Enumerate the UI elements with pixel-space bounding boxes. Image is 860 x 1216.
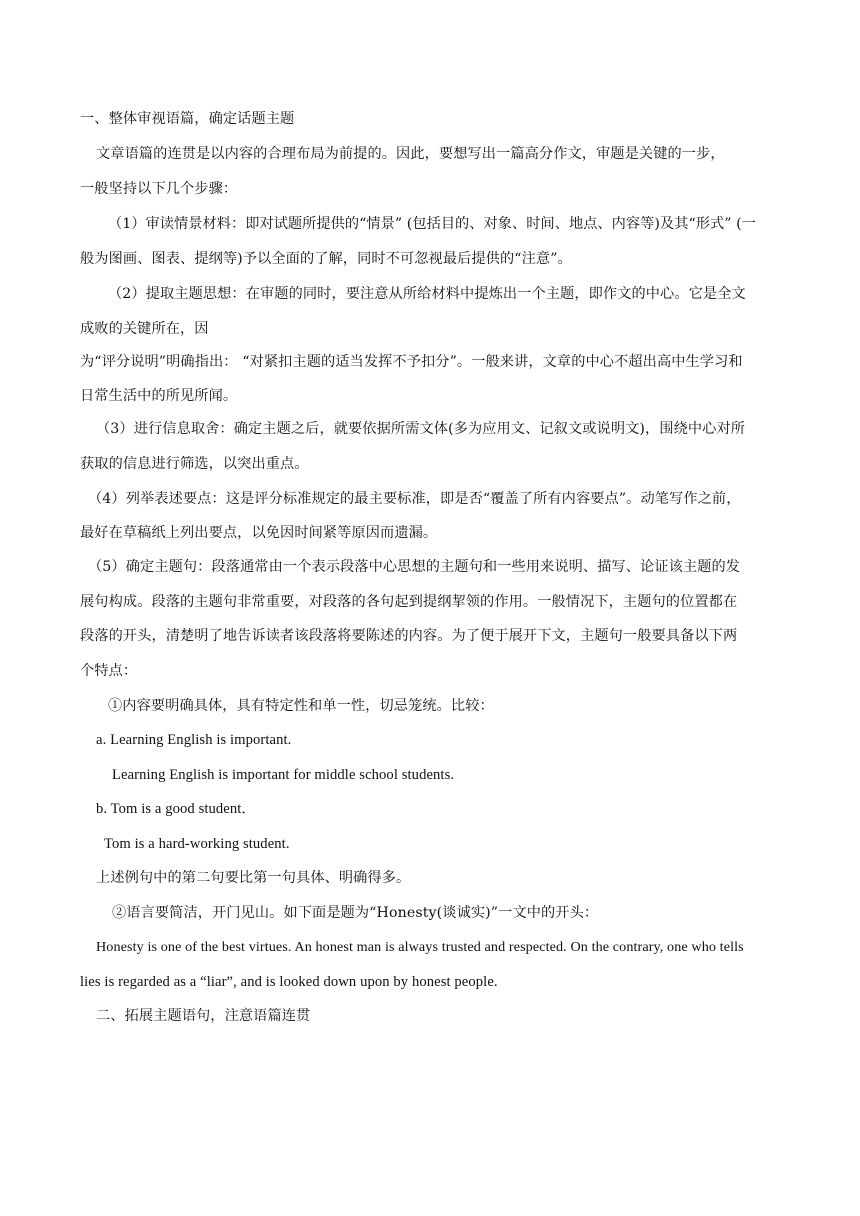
section-heading-2: 二、拓展主题语句，注意语篇连贯	[96, 1008, 311, 1024]
example-b-sentence-1: b. Tom is a good student．	[96, 801, 257, 817]
feature-1-heading: ①内容要明确具体，具有特定性和单一性，切忌笼统。比较：	[108, 698, 494, 714]
step-2-line-1: （2）提取主题思想：在审题的同时，要注意从所给材料中提炼出一个主题，即作文的中心。它是全文	[108, 286, 746, 302]
paragraph-intro-line-1: 文章语篇的连贯是以内容的合理布局为前提的。因此，要想写出一篇高分作文，审题是关键的一步，	[96, 146, 725, 162]
step-4-line-1: （4）列举表述要点：这是评分标准规定的最主要标准，即是否“覆盖了所有内容要点”。动笔写作之前，	[88, 491, 741, 507]
step-2-line-2: 成败的关键所在，因	[80, 321, 209, 337]
feature-2-heading: ②语言要简洁，开门见山。如下面是题为“Honesty(谈诚实)”一文中的开头：	[112, 905, 599, 921]
step-5-line-2: 展句构成。段落的主题句非常重要，对段落的各句起到提纲挈领的作用。一般情况下，主题句的位置都在	[80, 594, 738, 610]
honesty-example-line-1: Honesty is one of the best virtues. An honest man is always trusted and respected. On the contrary, one who tells	[96, 939, 744, 955]
step-3-line-1: （3）进行信息取舍：确定主题之后，就要依据所需文体(多为应用文、记叙文或说明文)，围绕中心对所	[96, 421, 746, 437]
step-2-line-3: 为“评分说明”明确指出： “对紧扣主题的适当发挥不予扣分”。一般来讲，文章的中心不超出高中生学习和	[80, 354, 743, 370]
step-5-line-4: 个特点：	[80, 663, 138, 679]
step-2-line-4: 日常生活中的所见所闻。	[80, 388, 238, 404]
paragraph-intro-line-2: 一般坚持以下几个步骤：	[80, 181, 238, 197]
step-4-line-2: 最好在草稿纸上列出要点，以免因时间紧等原因而遗漏。	[80, 525, 438, 541]
section-heading-1: 一、整体审视语篇，确定话题主题	[80, 111, 295, 127]
step-3-line-2: 获取的信息进行筛选，以突出重点。	[80, 456, 309, 472]
step-1-line-1: （1）审读情景材料：即对试题所提供的“情景” (包括目的、对象、时间、地点、内容等)及其“形式” (一	[108, 216, 756, 232]
step-1-line-2: 般为图画、图表、提纲等)予以全面的了解，同时不可忽视最后提供的“注意”。	[80, 251, 572, 267]
step-5-line-3: 段落的开头，清楚明了地告诉读者该段落将要陈述的内容。为了便于展开下文，主题句一般要具备以下两	[80, 628, 738, 644]
honesty-example-line-2: lies is regarded as a “liar”, and is looked down upon by honest people.	[80, 974, 498, 990]
example-a-sentence-2: Learning English is important for middle school students.	[112, 767, 455, 783]
example-b-sentence-2: Tom is a hard-working student.	[104, 836, 290, 852]
example-a-sentence-1: a. Learning English is important.	[96, 732, 292, 748]
step-5-line-1: （5）确定主题句：段落通常由一个表示段落中心思想的主题句和一些用来说明、描写、论证该主题的发	[88, 559, 741, 575]
example-comment: 上述例句中的第二句要比第一句具体、明确得多。	[96, 870, 411, 886]
